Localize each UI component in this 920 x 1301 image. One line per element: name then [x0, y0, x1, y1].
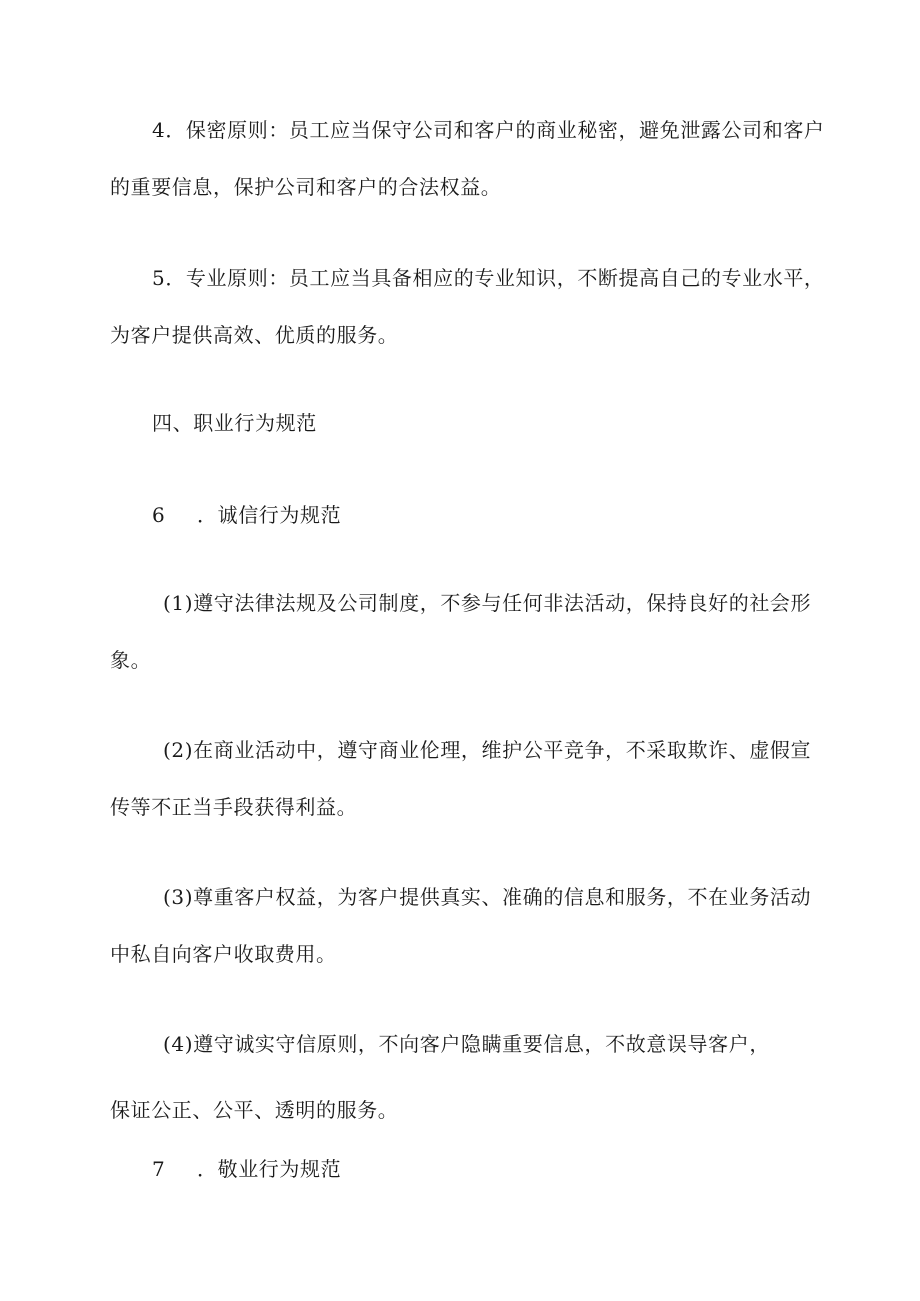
paragraph-4-line-1: 4．保密原则：员工应当保守公司和客户的商业秘密，避免泄露公司和客户: [152, 118, 825, 142]
sub-3-line-1: (3)尊重客户权益，为客户提供真实、准确的信息和服务，不在业务活动: [163, 885, 812, 909]
sub-4-line-1: (4)遵守诚实守信原则，不向客户隐瞒重要信息，不故意误导客户，: [163, 1032, 770, 1056]
sub-1-line-2: 象。: [110, 648, 152, 672]
item-6-title: ．诚信行为规范: [197, 503, 342, 527]
item-7-number: 7: [152, 1157, 165, 1181]
paragraph-5-line-2: 为客户提供高效、优质的服务。: [110, 323, 399, 347]
paragraph-5-line-1: 5．专业原则：员工应当具备相应的专业知识，不断提高自己的专业水平，: [152, 266, 825, 290]
item-7-title: ．敬业行为规范: [197, 1157, 342, 1181]
sub-2-line-1: (2)在商业活动中，遵守商业伦理，维护公平竞争，不采取欺诈、虚假宣: [163, 738, 812, 762]
sub-2-line-2: 传等不正当手段获得利益。: [110, 795, 358, 819]
sub-4-line-2: 保证公正、公平、透明的服务。: [110, 1098, 399, 1122]
section-heading: 四、职业行为规范: [152, 411, 317, 435]
item-6-number: 6: [152, 503, 165, 527]
sub-1-line-1: (1)遵守法律法规及公司制度，不参与任何非法活动，保持良好的社会形: [163, 591, 812, 615]
sub-3-line-2: 中私自向客户收取费用。: [110, 942, 337, 966]
paragraph-4-line-2: 的重要信息，保护公司和客户的合法权益。: [110, 175, 502, 199]
